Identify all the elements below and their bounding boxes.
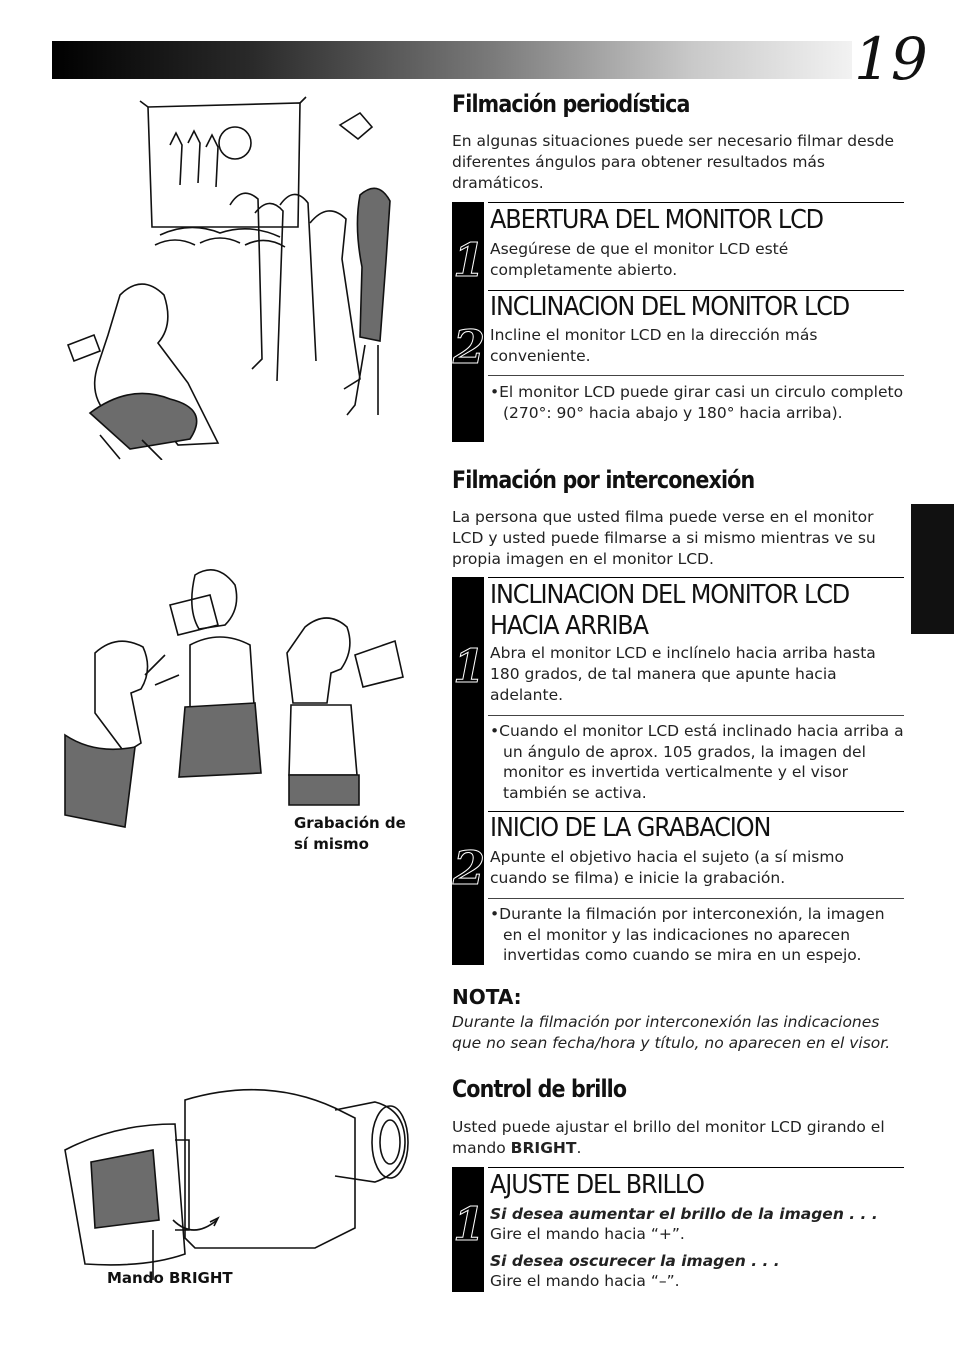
step-text-open-lcd: Asegúrese de que el monitor LCD esté completamente abierto.	[490, 240, 789, 279]
increase-brightness-label: Si desea aumentar el brillo de la imagen . . .	[490, 1205, 878, 1223]
step-title-open-lcd: ABERTURA DEL MONITOR LCD	[490, 205, 823, 235]
step-text-tilt-up: Abra el monitor LCD e inclínelo hacia arriba hasta 180 grados, de tal manera que apunte hacia adelante.	[490, 644, 876, 704]
decrease-brightness-label: Si desea oscurecer la imagen . . .	[490, 1252, 780, 1270]
interface-intro: La persona que usted filma puede verse en el monitor LCD y usted puede filmarse a si mismo mientras ve su propia imagen en el monitor LCD.	[452, 508, 876, 568]
step-bullet-inverted: •Cuando el monitor LCD está inclinado hacia arriba a un ángulo de aprox. 105 grados, la imagen del monitor es invertida verticalmente y el visor también se activa.	[490, 722, 904, 802]
step-title-tilt-up-line2: HACIA ARRIBA	[490, 611, 648, 641]
section-tab-marker	[911, 504, 954, 634]
step-title-tilt-up-line1: INCLINACION DEL MONITOR LCD	[490, 580, 850, 610]
step-number: 2	[452, 841, 485, 895]
journalistic-intro: En algunas situaciones puede ser necesario filmar desde diferentes ángulos para obtener resultados más dramáticos.	[452, 132, 895, 192]
step-title-start-recording: INICIO DE LA GRABACION	[490, 813, 771, 843]
step-number: 2	[452, 320, 485, 374]
journalistic-filming-illustration	[60, 95, 395, 460]
step-number: 1	[452, 1197, 485, 1251]
step-text-start-recording: Apunte el objetivo hacia el sujeto (a sí mismo cuando se filma) e inicie la grabación.	[490, 848, 844, 887]
bright-knob-caption: Mando BRIGHT	[107, 1269, 233, 1287]
camcorder-bright-knob-illustration	[55, 1080, 415, 1290]
decrease-brightness-text: Gire el mando hacia “–”.	[490, 1272, 680, 1290]
note-label: NOTA:	[452, 985, 522, 1009]
page-number: 19	[854, 25, 928, 93]
step-number: 1	[452, 639, 485, 693]
self-recording-caption: Grabación de sí mismo	[294, 814, 406, 853]
brightness-intro: Usted puede ajustar el brillo del monitor LCD girando el mando BRIGHT.	[452, 1118, 885, 1157]
increase-brightness-text: Gire el mando hacia “+”.	[490, 1225, 685, 1243]
journalistic-steps	[452, 202, 904, 442]
heading-interface-filming: Filmación por interconexión	[452, 466, 755, 494]
heading-brightness-control: Control de brillo	[452, 1075, 627, 1103]
step-title-adjust-brightness: AJUSTE DEL BRILLO	[490, 1170, 704, 1200]
brightness-steps	[452, 1167, 904, 1292]
step-text-tilt-lcd: Incline el monitor LCD en la dirección más conveniente.	[490, 326, 818, 365]
step-number: 1	[452, 233, 485, 287]
heading-journalistic-filming: Filmación periodística	[452, 90, 690, 118]
step-bullet-rotation: •El monitor LCD puede girar casi un circulo completo (270°: 90° hacia abajo y 180° hacia arriba).	[490, 383, 904, 422]
interface-steps	[452, 577, 904, 965]
note-text: Durante la filmación por interconexión las indicaciones que no sean fecha/hora y título, no aparecen en el visor.	[452, 1013, 891, 1052]
header-gradient-bar	[52, 41, 852, 79]
step-title-tilt-lcd: INCLINACION DEL MONITOR LCD	[490, 292, 850, 322]
step-bullet-mirror: •Durante la filmación por interconexión, la imagen en el monitor y las indicaciones no aparecen invertidas como cuando se mira en un espejo.	[490, 905, 885, 964]
step-bar	[452, 577, 484, 965]
